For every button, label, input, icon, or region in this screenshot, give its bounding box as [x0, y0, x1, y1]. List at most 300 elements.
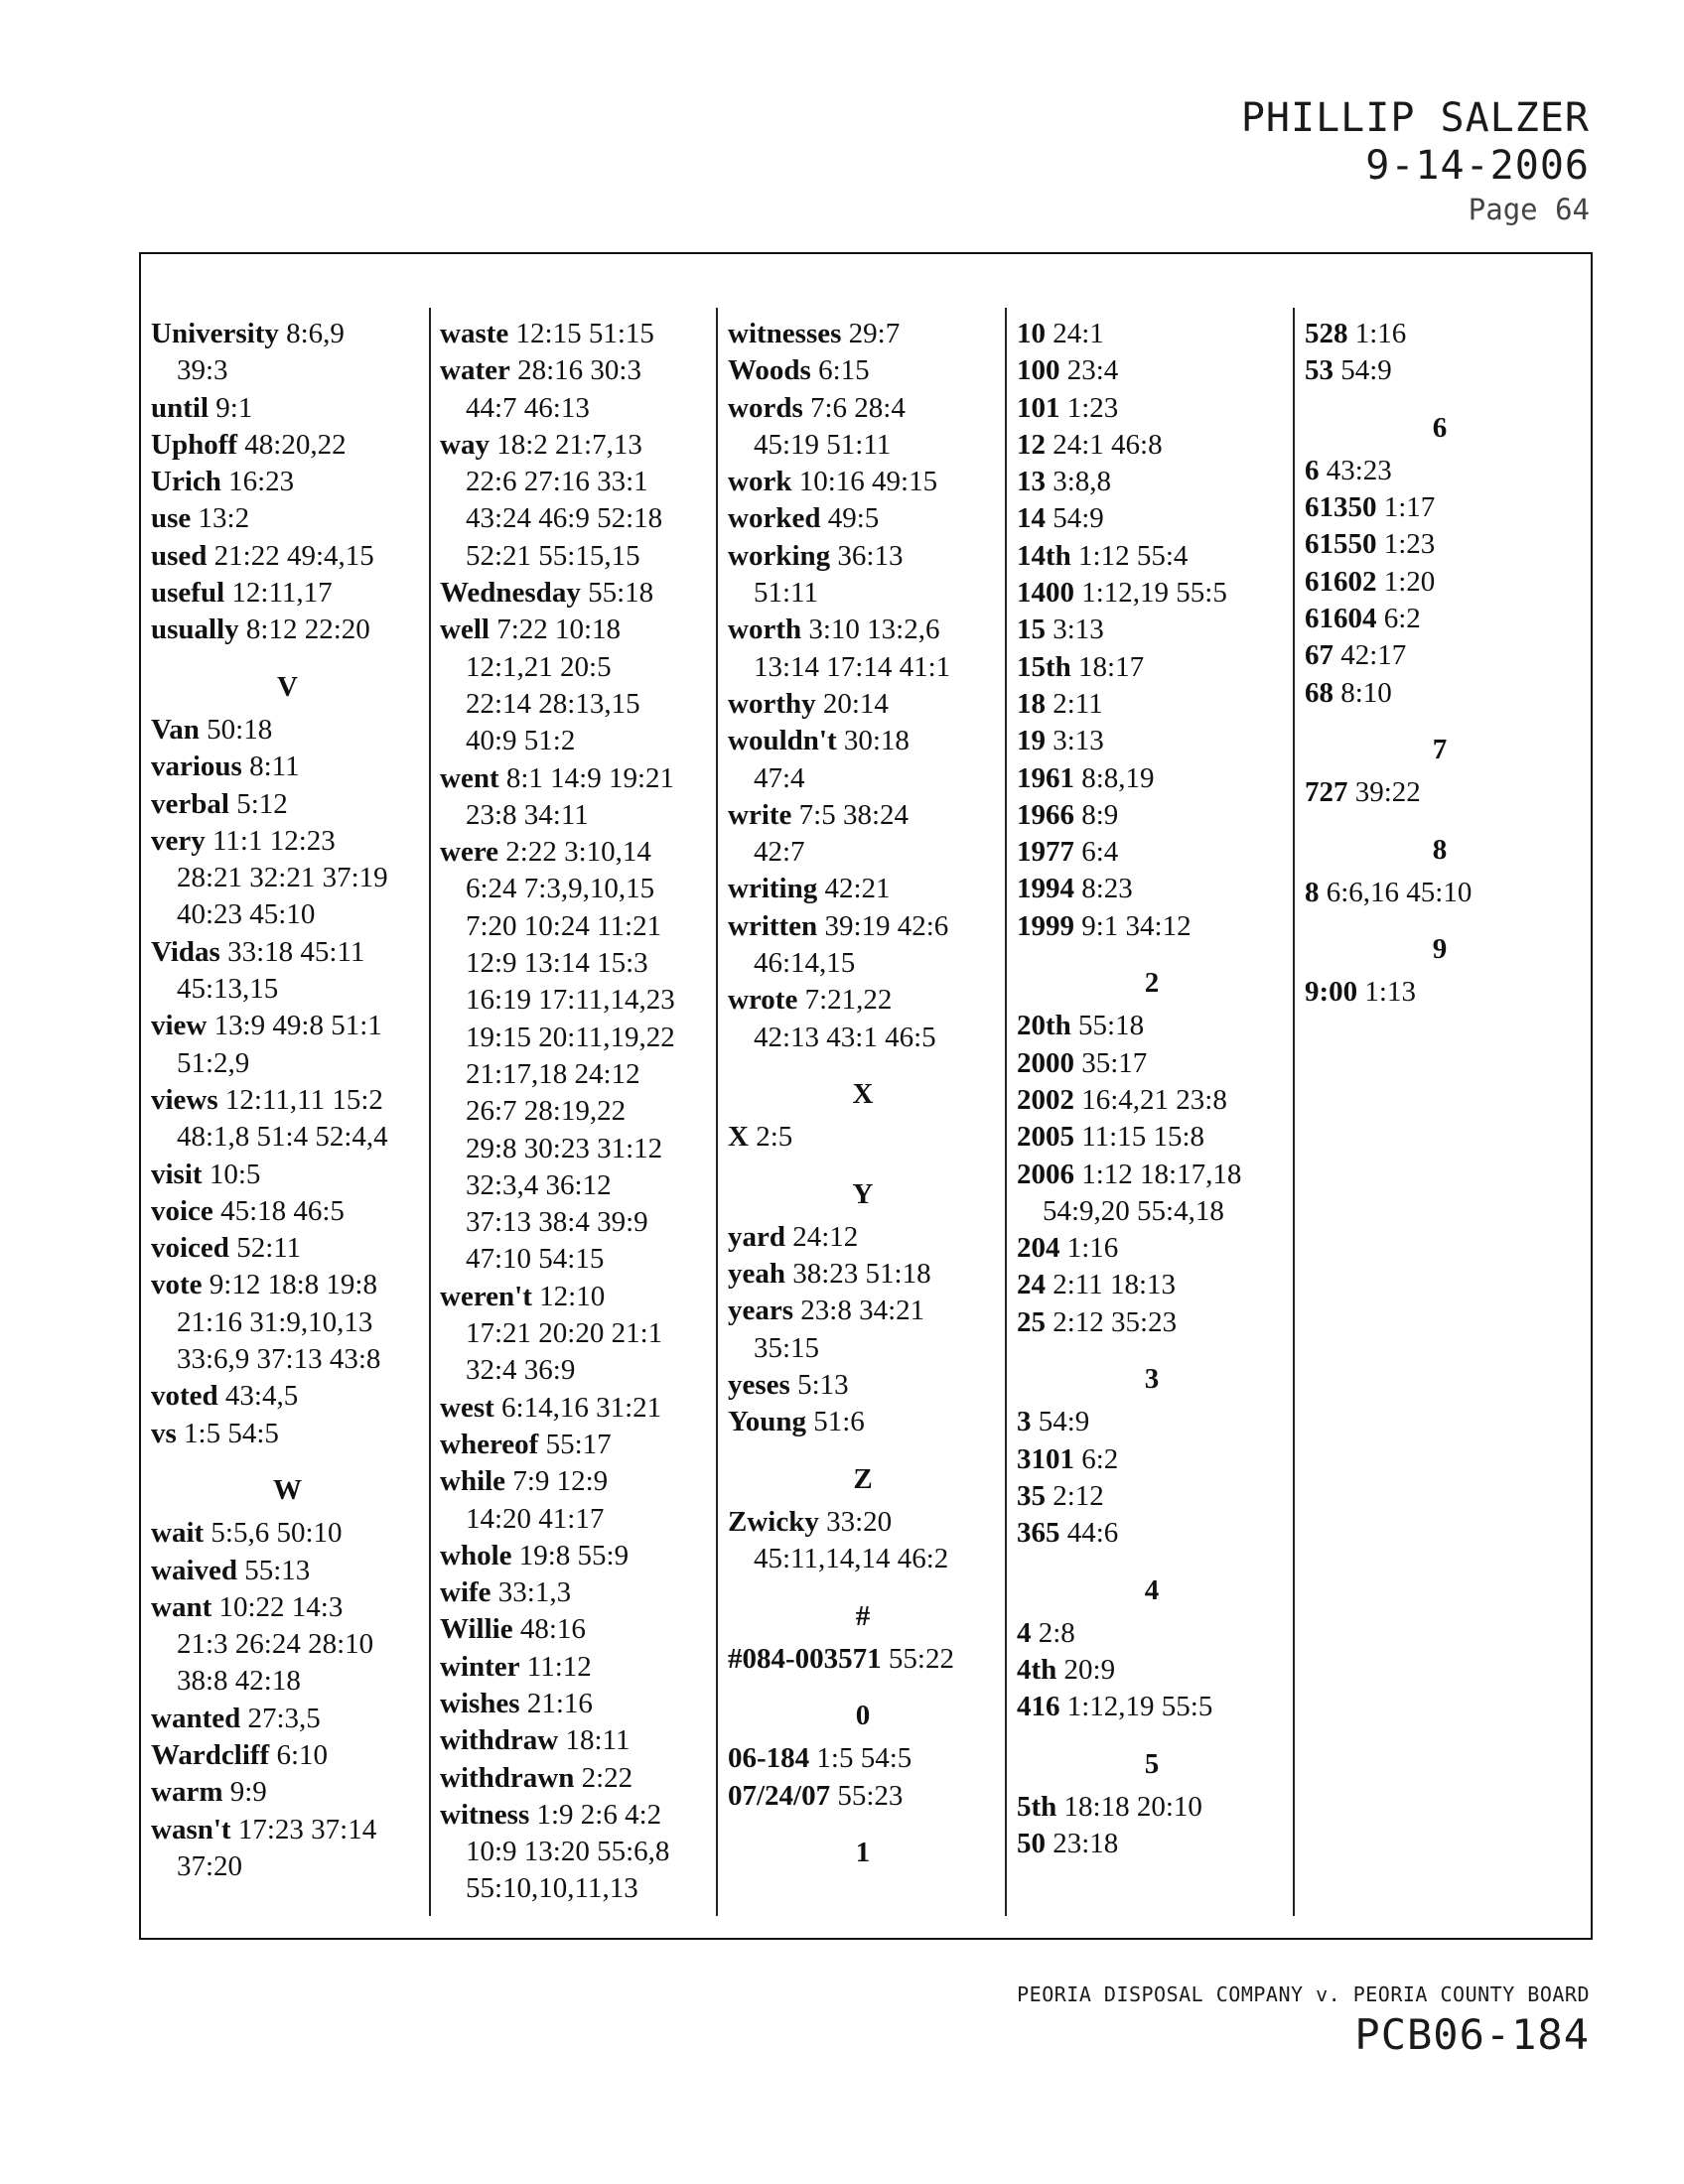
page-line-references: 18:18 20:10	[1063, 1790, 1202, 1823]
index-section-heading: 7	[1432, 733, 1448, 765]
index-term: yeah	[728, 1258, 785, 1291]
page-line-references: 42:21	[824, 873, 891, 905]
page-line-references: 7:20 10:24 11:21	[466, 909, 662, 942]
index-entry	[151, 1157, 424, 1193]
index-term: warm	[151, 1776, 223, 1809]
page-line-references: 55:18	[1078, 1010, 1145, 1042]
index-entry	[728, 352, 998, 389]
index-term: X	[728, 1121, 749, 1154]
index-term: 61604	[1305, 603, 1377, 635]
index-entry	[1017, 1826, 1287, 1862]
index-entry	[151, 316, 424, 390]
page-line-references: 19:8 55:9	[518, 1539, 630, 1571]
index-term: wife	[440, 1576, 491, 1609]
page-line-references: 55:10,10,11,13	[466, 1872, 638, 1905]
page-line-references: 47:4	[754, 761, 805, 794]
index-entry	[728, 1740, 998, 1777]
page-line-references: 1:5 54:5	[184, 1417, 279, 1449]
index-section-heading: 4	[1144, 1573, 1160, 1606]
index-term: while	[440, 1465, 506, 1498]
index-term: Wednesday	[440, 577, 581, 610]
page-line-references: 33:20	[826, 1505, 893, 1538]
index-entry	[440, 1722, 710, 1759]
page-line-references: 55:18	[588, 577, 654, 610]
index-term: voice	[151, 1194, 213, 1227]
page-line-references: 48:1,8 51:4 52:4,4	[177, 1121, 388, 1154]
index-entry	[440, 316, 710, 352]
page-line-references: 19:15 20:11,19,22	[466, 1021, 675, 1053]
page-line-references: 51:6	[813, 1406, 865, 1438]
index-entry	[1017, 1789, 1287, 1826]
index-entry	[151, 464, 424, 500]
index-entry	[1017, 612, 1287, 648]
page-line-references: 32:3,4 36:12	[466, 1168, 612, 1201]
index-term: writing	[728, 873, 818, 905]
index-column-5	[1305, 316, 1575, 1012]
page-line-references: 46:14,15	[754, 947, 856, 980]
index-entry	[1305, 974, 1575, 1011]
page-line-references: 20:9	[1063, 1654, 1116, 1687]
index-term: 4	[1017, 1616, 1032, 1649]
page-line-references: 23:4	[1066, 354, 1119, 387]
page-line-references: 33:6,9 37:13 43:8	[177, 1343, 381, 1376]
index-term: 24	[1017, 1269, 1046, 1301]
index-term: 19	[1017, 725, 1046, 757]
page-line-references: 3:13	[1052, 725, 1104, 757]
page-line-references: 43:24 46:9 52:18	[466, 502, 663, 535]
index-entry	[151, 612, 424, 648]
page-line-references: 6:24 7:3,9,10,15	[466, 873, 655, 905]
index-term: 2005	[1017, 1121, 1074, 1154]
index-term: 13	[1017, 466, 1046, 498]
index-entry	[728, 1404, 998, 1440]
page-line-references: 7:9 12:9	[512, 1465, 609, 1498]
page-line-references: 44:6	[1066, 1517, 1119, 1550]
index-term: 528	[1305, 318, 1348, 349]
index-term: weren't	[440, 1280, 532, 1312]
index-entry	[440, 1574, 710, 1611]
index-term: 1961	[1017, 761, 1074, 794]
page-line-references: 38:23 51:18	[792, 1258, 931, 1291]
index-entry	[1017, 723, 1287, 759]
index-entry	[728, 1778, 998, 1815]
page-line-references: 45:19 51:11	[754, 428, 892, 461]
page-line-references: 24:1	[1052, 318, 1104, 349]
page-line-references: 14:20 41:17	[466, 1502, 605, 1535]
page-line-references: 42:13 43:1 46:5	[754, 1021, 936, 1053]
index-section-heading: 6	[1432, 411, 1448, 444]
index-entry	[728, 1219, 998, 1256]
page-line-references: 21:16 31:9,10,13	[177, 1305, 373, 1338]
index-entry	[728, 1367, 998, 1404]
index-entry	[151, 1812, 424, 1886]
index-term: 20th	[1017, 1010, 1071, 1042]
page-line-references: 5:13	[797, 1369, 849, 1402]
page-line-references: 9:9	[229, 1776, 267, 1809]
index-term: use	[151, 502, 192, 535]
index-term: views	[151, 1083, 218, 1116]
index-section-heading: V	[277, 670, 298, 703]
index-term: Young	[728, 1406, 806, 1438]
index-term: useful	[151, 577, 225, 610]
index-entry	[151, 1515, 424, 1552]
index-entry	[151, 1193, 424, 1230]
page-line-references: 40:9 51:2	[466, 725, 576, 757]
page-line-references: 21:16	[526, 1687, 593, 1719]
page-line-references: 5:12	[236, 787, 288, 820]
index-term: 61602	[1305, 565, 1377, 598]
index-term: wouldn't	[728, 725, 837, 757]
index-section-heading: Y	[852, 1177, 874, 1210]
index-term: 204	[1017, 1232, 1060, 1265]
page-line-references: 36:13	[837, 539, 904, 572]
page-line-references: 7:22 10:18	[496, 614, 622, 646]
index-term: wrote	[728, 984, 798, 1017]
index-entry	[440, 575, 710, 612]
index-term: 14	[1017, 502, 1046, 535]
index-term: 3	[1017, 1406, 1032, 1438]
index-term: University	[151, 318, 279, 349]
index-entry	[151, 1737, 424, 1774]
index-term: 15th	[1017, 650, 1071, 683]
index-term: 100	[1017, 354, 1060, 387]
page-line-references: 2:11	[1052, 687, 1103, 720]
index-entry	[151, 1378, 424, 1415]
index-entry	[1017, 649, 1287, 686]
index-term: Woods	[728, 354, 811, 387]
index-term: work	[728, 466, 792, 498]
index-entry	[151, 427, 424, 464]
page-line-references: 11:15 15:8	[1081, 1121, 1205, 1154]
page-line-references: 49:5	[827, 502, 880, 535]
index-entry	[440, 1279, 710, 1390]
index-term: used	[151, 539, 208, 572]
index-entry	[1305, 526, 1575, 563]
index-entry	[1017, 352, 1287, 389]
index-entry	[151, 1230, 424, 1267]
index-entry	[440, 352, 710, 427]
page-line-references: 12:1,21 20:5	[466, 650, 612, 683]
index-entry	[1305, 774, 1575, 811]
index-entry	[1305, 675, 1575, 712]
index-entry	[728, 464, 998, 500]
page-line-references: 55:22	[888, 1642, 954, 1675]
index-entry	[151, 1267, 424, 1378]
page-line-references: 23:8 34:11	[466, 798, 589, 831]
index-term: waste	[440, 318, 509, 349]
index-term: want	[151, 1590, 212, 1623]
index-term: 3101	[1017, 1442, 1074, 1475]
index-section-heading: 8	[1432, 833, 1448, 866]
index-entry	[1017, 1404, 1287, 1440]
page-line-references: 6:14,16 31:21	[501, 1391, 662, 1424]
index-term: 727	[1305, 776, 1348, 809]
page-line-references: 52:21 55:15,15	[466, 539, 640, 572]
index-entry	[728, 538, 998, 613]
index-entry	[728, 1293, 998, 1367]
index-term: 14th	[1017, 539, 1071, 572]
index-term: 1994	[1017, 873, 1074, 905]
index-entry	[151, 786, 424, 823]
index-term: 07/24/07	[728, 1779, 831, 1812]
column-divider	[716, 308, 718, 1916]
index-term: withdrawn	[440, 1761, 575, 1794]
page-line-references: 12:11,17	[231, 577, 333, 610]
index-term: Vidas	[151, 935, 220, 968]
index-entry	[151, 1553, 424, 1589]
page-line-references: 2:22 3:10,14	[505, 836, 651, 869]
index-entry	[440, 427, 710, 575]
index-term: written	[728, 909, 818, 942]
index-entry	[1017, 1008, 1287, 1044]
index-entry	[151, 1701, 424, 1737]
page-line-references: 48:20,22	[244, 428, 347, 461]
index-entry	[1017, 1045, 1287, 1082]
column-divider	[1293, 308, 1295, 1916]
page-line-references: 12:9 13:14 15:3	[466, 947, 648, 980]
index-entry	[1305, 637, 1575, 674]
index-entry	[151, 823, 424, 934]
index-entry	[1017, 500, 1287, 537]
index-term: witnesses	[728, 318, 842, 349]
index-entry	[440, 834, 710, 1279]
index-entry	[728, 390, 998, 465]
index-entry	[440, 1611, 710, 1648]
index-section-heading: 5	[1144, 1747, 1160, 1780]
index-term: very	[151, 824, 206, 857]
footer-case-caption: PEORIA DISPOSAL COMPANY v. PEORIA COUNTY BOARD	[1017, 1982, 1590, 2006]
page-line-references: 1:17	[1383, 491, 1436, 524]
page-line-references: 54:9	[1038, 1406, 1090, 1438]
index-entry	[1017, 908, 1287, 945]
index-entry	[1017, 1689, 1287, 1725]
index-entry	[1017, 797, 1287, 834]
index-term: usually	[151, 614, 239, 646]
page-line-references: 35:15	[754, 1331, 820, 1364]
index-column-3	[728, 316, 998, 1877]
page-line-references: 8:6,9	[286, 318, 345, 349]
page-line-references: 42:17	[1340, 639, 1407, 672]
page-line-references: 10:16 49:15	[798, 466, 938, 498]
index-entry	[1017, 464, 1287, 500]
page-line-references: 1:12,19 55:5	[1081, 577, 1227, 610]
header-witness-name: PHILLIP SALZER	[1240, 95, 1590, 141]
page-line-references: 8:12 22:20	[245, 614, 370, 646]
index-term: yard	[728, 1220, 785, 1253]
index-section-heading: X	[852, 1077, 874, 1110]
page-line-references: 23:18	[1052, 1828, 1119, 1860]
page-line-references: 16:23	[228, 466, 295, 498]
page-line-references: 24:1 46:8	[1052, 428, 1163, 461]
page-line-references: 17:23 37:14	[237, 1813, 377, 1845]
column-divider	[1005, 308, 1007, 1916]
page-line-references: 29:7	[848, 318, 901, 349]
index-term: until	[151, 391, 210, 424]
page-line-references: 26:7 28:19,22	[466, 1095, 627, 1128]
page-line-references: 1:5 54:5	[816, 1742, 912, 1775]
index-column-2	[440, 316, 710, 1908]
page-line-references: 3:10 13:2,6	[808, 614, 940, 646]
page-line-references: 8:9	[1081, 798, 1119, 831]
page-line-references: 43:23	[1326, 454, 1392, 486]
index-entry	[1017, 1441, 1287, 1478]
index-term: Van	[151, 713, 200, 746]
index-term: Uphoff	[151, 428, 238, 461]
index-entry	[728, 1641, 998, 1678]
page-line-references: 27:3,5	[247, 1702, 321, 1734]
index-entry	[728, 1256, 998, 1293]
index-entry	[1017, 427, 1287, 464]
index-entry	[151, 1008, 424, 1082]
page-line-references: 11:1 12:23	[212, 824, 336, 857]
index-entry	[1017, 1082, 1287, 1119]
page-line-references: 39:3	[177, 354, 228, 387]
page-line-references: 8:23	[1081, 873, 1133, 905]
page-line-references: 42:7	[754, 836, 805, 869]
index-entry	[440, 1463, 710, 1538]
index-entry	[1305, 601, 1575, 637]
index-section-heading: 3	[1144, 1363, 1160, 1396]
index-term: wait	[151, 1517, 205, 1550]
index-entry	[151, 749, 424, 785]
page-line-references: 51:11	[754, 577, 818, 610]
index-term: 2000	[1017, 1046, 1074, 1079]
page-line-references: 48:16	[519, 1613, 586, 1646]
page-line-references: 22:6 27:16 33:1	[466, 466, 648, 498]
page-line-references: 6:4	[1081, 836, 1119, 869]
index-term: years	[728, 1295, 794, 1327]
page-line-references: 21:22 49:4,15	[213, 539, 374, 572]
index-entry	[728, 908, 998, 983]
index-entry	[1017, 760, 1287, 797]
index-entry	[728, 1504, 998, 1578]
index-entry	[728, 612, 998, 686]
page-line-references: 44:7 46:13	[466, 391, 590, 424]
index-term: winter	[440, 1650, 520, 1683]
index-term: worthy	[728, 687, 816, 720]
index-term: 1966	[1017, 798, 1074, 831]
page-line-references: 55:17	[545, 1428, 612, 1460]
index-term: 15	[1017, 614, 1046, 646]
page-line-references: 1:9 2:6 4:2	[536, 1798, 662, 1831]
page-line-references: 18:17	[1078, 650, 1145, 683]
index-section-heading: 9	[1432, 933, 1448, 966]
page-line-references: 18:2 21:7,13	[496, 428, 642, 461]
index-entry	[151, 1082, 424, 1157]
page-line-references: 1:12 18:17,18	[1081, 1158, 1242, 1190]
page-line-references: 20:14	[822, 687, 889, 720]
page-line-references: 45:13,15	[177, 973, 279, 1006]
page-line-references: 39:19 42:6	[824, 909, 949, 942]
index-section-heading: 0	[855, 1700, 871, 1732]
index-term: 1999	[1017, 909, 1074, 942]
index-entry	[728, 316, 998, 352]
page-line-references: 54:9,20 55:4,18	[1043, 1194, 1224, 1227]
index-term: 9:00	[1305, 976, 1358, 1009]
index-term: 101	[1017, 391, 1060, 424]
index-term: 10	[1017, 318, 1046, 349]
header-page-number: Page 64	[1468, 193, 1590, 226]
header-date: 9-14-2006	[1365, 143, 1590, 189]
page-line-references: 9:1 34:12	[1081, 909, 1192, 942]
index-entry	[151, 1416, 424, 1452]
page-line-references: 45:11,14,14 46:2	[754, 1543, 949, 1575]
page-line-references: 6:10	[276, 1738, 329, 1771]
page-line-references: 6:15	[818, 354, 870, 387]
index-term: 25	[1017, 1305, 1046, 1338]
page-line-references: 21:3 26:24 28:10	[177, 1628, 374, 1661]
page-line-references: 33:18 45:11	[227, 935, 365, 968]
index-section-heading: 1	[855, 1836, 871, 1868]
index-entry	[1305, 352, 1575, 389]
page-line-references: 6:6,16 45:10	[1326, 876, 1473, 908]
index-term: voiced	[151, 1232, 229, 1265]
index-term: voted	[151, 1380, 218, 1413]
index-entry	[728, 982, 998, 1056]
page-line-references: 22:14 28:13,15	[466, 687, 640, 720]
page-line-references: 2:12	[1052, 1479, 1104, 1512]
index-term: 12	[1017, 428, 1046, 461]
page-line-references: 1:20	[1383, 565, 1436, 598]
index-term: 61550	[1305, 528, 1377, 561]
index-term: various	[151, 751, 242, 783]
index-term: 4th	[1017, 1654, 1057, 1687]
index-entry	[1017, 1478, 1287, 1515]
index-entry	[151, 1589, 424, 1701]
page-line-references: 55:23	[837, 1779, 904, 1812]
page-line-references: 43:4,5	[224, 1380, 299, 1413]
page-line-references: 11:12	[526, 1650, 592, 1683]
index-term: were	[440, 836, 499, 869]
page-line-references: 28:21 32:21 37:19	[177, 862, 388, 894]
page-line-references: 13:14 17:14 41:1	[754, 650, 951, 683]
index-entry	[151, 934, 424, 1009]
index-term: working	[728, 539, 831, 572]
index-term: whereof	[440, 1428, 539, 1460]
index-term: wasn't	[151, 1813, 231, 1845]
index-term: 1400	[1017, 577, 1074, 610]
index-term: 2006	[1017, 1158, 1074, 1190]
index-entry	[440, 760, 710, 835]
page-line-references: 21:17,18 24:12	[466, 1057, 640, 1090]
page-line-references: 8:10	[1340, 676, 1392, 709]
index-entry	[728, 871, 998, 907]
page-line-references: 33:1,3	[497, 1576, 572, 1609]
page-line-references: 16:19 17:11,14,23	[466, 984, 675, 1017]
index-entry	[151, 712, 424, 749]
index-term: 61350	[1305, 491, 1377, 524]
page-line-references: 7:5 38:24	[798, 798, 910, 831]
index-entry	[1305, 564, 1575, 601]
page-line-references: 47:10 54:15	[466, 1243, 605, 1276]
index-entry	[1017, 834, 1287, 871]
page-line-references: 52:11	[236, 1232, 302, 1265]
index-term: 18	[1017, 687, 1046, 720]
index-term: words	[728, 391, 803, 424]
page-line-references: 13:2	[198, 502, 250, 535]
index-term: wanted	[151, 1702, 241, 1734]
index-term: Wardcliff	[151, 1738, 270, 1771]
page-line-references: 2:12 35:23	[1052, 1305, 1178, 1338]
index-term: whole	[440, 1539, 512, 1571]
index-entry	[440, 1390, 710, 1427]
column-divider	[429, 308, 431, 1916]
page-line-references: 17:21 20:20 21:1	[466, 1317, 663, 1350]
page-line-references: 39:22	[1354, 776, 1421, 809]
index-term: yeses	[728, 1369, 790, 1402]
index-entry	[1017, 538, 1287, 575]
index-entry	[728, 797, 998, 872]
